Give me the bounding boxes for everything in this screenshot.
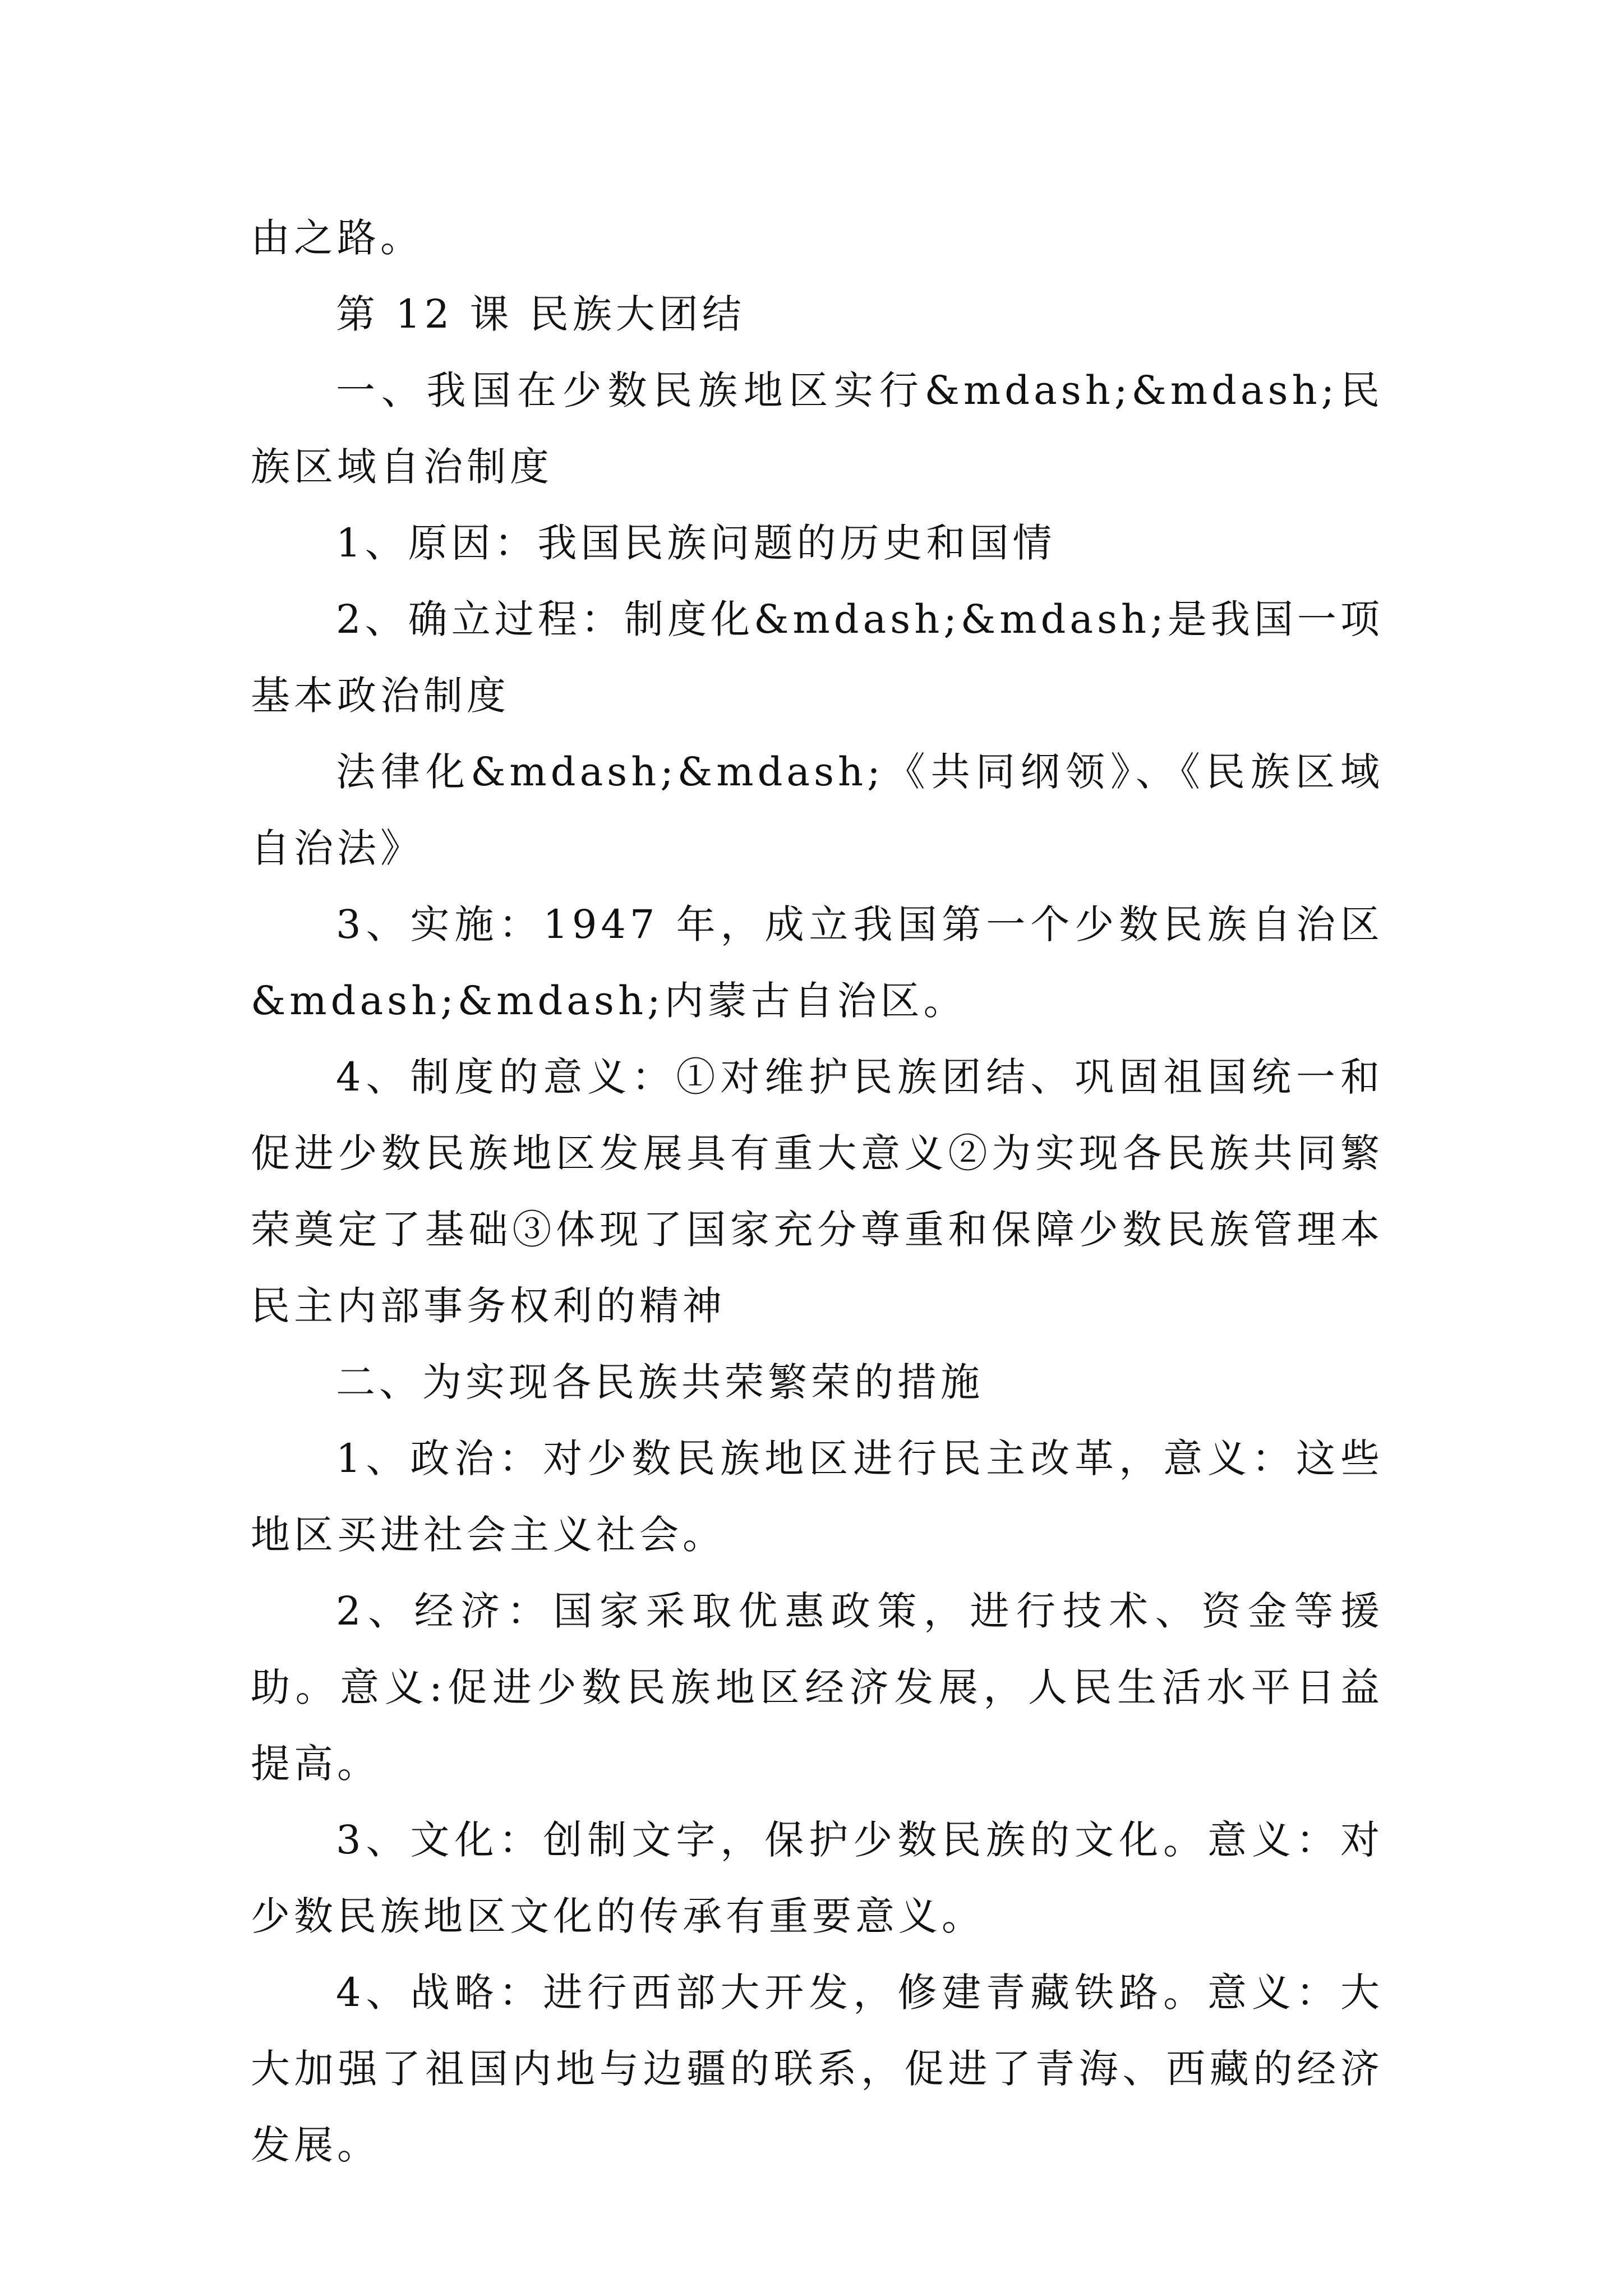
- paragraph-legalization: 法律化&mdash;&mdash;《共同纲领》、《民族区域自治法》: [251, 749, 1384, 871]
- paragraph-implementation: 3、实施：1947 年，成立我国第一个少数民族自治区&mdash;&mdash;内蒙古自治区。: [251, 901, 1384, 1024]
- paragraph-culture: 3、文化：创制文字，保护少数民族的文化。意义：对少数民族地区文化的传承有重要意义。: [251, 1817, 1384, 1939]
- section-heading-2: 二、为实现各民族共荣繁荣的措施: [336, 1359, 984, 1405]
- paragraph-significance: 4、制度的意义：①对维护民族团结、巩固祖国统一和促进少数民族地区发展具有重大意义②为实现各民族共同繁荣奠定了基础③体现了国家充分尊重和保障少数民族管理本民主内部事务权利的精神: [251, 1054, 1384, 1329]
- paragraph-politics: 1、政治：对少数民族地区进行民主改革，意义：这些地区买进社会主义社会。: [251, 1435, 1384, 1558]
- paragraph-economy: 2、经济：国家采取优惠政策，进行技术、资金等援助。意义:促进少数民族地区经济发展，人民生活水平日益提高。: [251, 1588, 1384, 1787]
- document-body: [251, 200, 1384, 2183]
- paragraph-reason: 1、原因：我国民族问题的历史和国情: [336, 520, 1056, 566]
- paragraph-continuation: 由之路。: [251, 215, 423, 261]
- section-heading-1: 一、我国在少数民族地区实行&mdash;&mdash;民族区域自治制度: [251, 367, 1384, 490]
- paragraph-strategy: 4、战略：进行西部大开发，修建青藏铁路。意义：大大加强了祖国内地与边疆的联系，促进了青海、西藏的经济发展。: [251, 1970, 1384, 2168]
- lesson-title: 第 12 课 民族大团结: [336, 291, 745, 337]
- paragraph-establishment: 2、确立过程：制度化&mdash;&mdash;是我国一项基本政治制度: [251, 596, 1384, 719]
